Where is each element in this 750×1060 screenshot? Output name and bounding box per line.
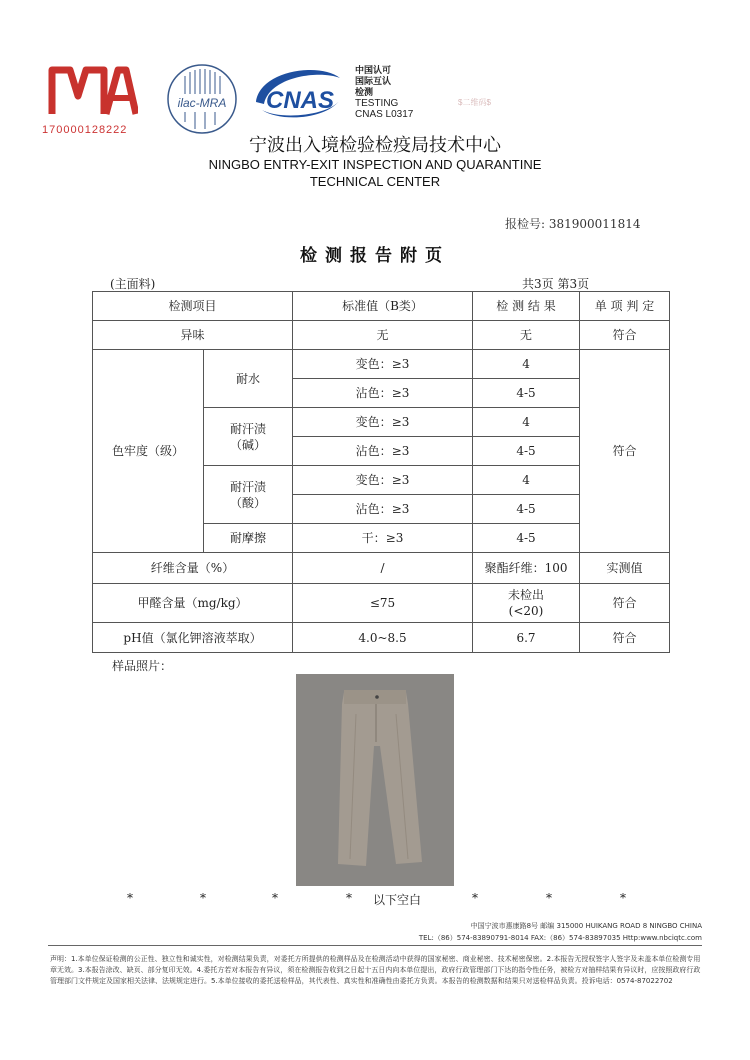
org-name-en-line2: TECHNICAL CENTER [309,174,441,189]
star-mark: * [200,891,206,905]
table-row [93,584,670,623]
cnas-logo [250,62,345,124]
footer-declaration: 声明：1.本单位保证检测的公正性、独立性和诚实性，对检测结果负责，对委托方所提供的检测样品及在检测活动中获得的国家秘密、商业秘密、技术秘密保密。2.本报告无授权签字人签字及未盖本单位检测专用章无效。3.本报告涂改、缺页、部分复印无效。4.委托方若对本报告有异议，须在检测报告收到之日起十五日内向本单位提出，政府行政管理部门下达的指令性任务，被检方对抽样结果有异议时，应按照政府行政管理部门文件规定及国家相关法律、法规规定进行。5.本单位接收的委托送检样品，其代表性、真实性和准确性由委托方负责。本报告的检测数据和结果只对送检样品负责。投诉电话：0574-87022702 [50,955,701,985]
footer-contact: TEL:（86）574-83890791-8014 FAX:（86）574-83897035 Http:www.nbciqtc.com [418,934,702,942]
header-item: 检测项目 [93,292,293,321]
result-line: (<20) [508,604,544,618]
table-header-row [93,292,670,321]
cell-item: 甲醛含量（mg/kg） [93,584,293,623]
subitem-line: （酸） [230,495,267,510]
svg-text:CNAS: CNAS [265,87,335,114]
cell-result: 6.7 [473,623,580,653]
cell-result [473,584,580,623]
footer-divider [48,945,702,946]
table-row [93,623,670,653]
cell-standard: 变色：≥3 [293,466,473,495]
cnas-line: 中国认可 [355,65,392,75]
org-name-en-line1: NINGBO ENTRY-EXIT INSPECTION AND QUARANTINE [208,157,542,172]
cell-standard: 沾色：≥3 [293,437,473,466]
end-marker-row [0,891,750,911]
cell-verdict: 符合 [580,623,670,653]
table-row [93,321,670,350]
page-count: 共3页 第3页 [522,277,590,291]
cell-subitem: 耐摩擦 [204,524,293,553]
cell-result: 无 [473,321,580,350]
material-label: (主面料) [110,277,156,291]
page-title: 检测报告附页 [300,246,450,266]
photo-label: 样品照片： [112,659,173,673]
cell-standard: 变色：≥3 [293,408,473,437]
subitem-line: 耐汗渍 [230,479,267,494]
cell-standard: 变色：≥3 [293,350,473,379]
table-row [93,553,670,584]
svg-text:ilac-MRA: ilac-MRA [177,96,227,110]
cell-verdict: 符合 [580,584,670,623]
cell-standard: / [293,553,473,584]
cell-item: 异味 [93,321,293,350]
star-mark: * [546,891,552,905]
cell-result: 4 [473,466,580,495]
blank-below-text: 以下空白 [373,893,422,907]
ilac-mra-logo [165,62,240,137]
cell-standard: 4.0~8.5 [293,623,473,653]
table-row [93,350,670,379]
cell-subitem: 耐水 [204,350,293,408]
cell-item: 纤维含量（%） [93,553,293,584]
star-mark: * [272,891,278,905]
cell-standard: 干：≥3 [293,524,473,553]
org-name-cn: 宁波出入境检验检疫局技术中心 [249,135,501,156]
cell-result: 4-5 [473,379,580,408]
cell-standard: 无 [293,321,473,350]
cell-subitem [204,408,293,466]
cell-result: 聚酯纤维：100 [473,553,580,584]
cell-result: 4-5 [473,437,580,466]
cell-verdict: 符合 [580,350,670,553]
cell-result: 4-5 [473,524,580,553]
cell-subitem [204,466,293,524]
sample-photo [296,674,454,886]
org-name-en [0,156,750,190]
subitem-line: 耐汗渍 [230,421,267,436]
results-table [92,291,670,653]
cnas-line: 检测 [355,87,374,97]
cnas-line: TESTING [355,98,399,109]
cell-result: 4 [473,408,580,437]
cell-result: 4 [473,350,580,379]
cnas-accreditation-text [355,65,413,120]
cell-verdict: 实测值 [580,553,670,584]
cell-result: 4-5 [473,495,580,524]
subitem-line: （碱） [230,437,267,452]
cell-standard: 沾色：≥3 [293,379,473,408]
header-result: 检 测 结 果 [473,292,580,321]
header-verdict: 单 项 判 定 [580,292,670,321]
star-mark: * [472,891,478,905]
cnas-line: CNAS L0317 [355,109,414,120]
cell-standard: 沾色：≥3 [293,495,473,524]
cell-standard: ≤75 [293,584,473,623]
qr-placeholder-text: $二维码$ [458,98,491,107]
star-mark: * [620,891,626,905]
cma-logo [48,62,138,122]
result-line: 未检出 [508,588,545,602]
header-standard: 标准值（B类） [293,292,473,321]
cell-item: 色牢度（级） [93,350,204,553]
cell-verdict: 符合 [580,321,670,350]
footer-address: 中国宁波市惠康路8号 邮编 315000 HUIKANG ROAD 8 NINGBO CHINA [470,922,702,930]
star-mark: * [346,891,352,905]
cnas-line: 国际互认 [355,76,392,86]
star-mark: * [127,891,133,905]
report-number: 报检号: 381900011814 [505,217,641,231]
cma-number: 170000128222 [42,124,128,136]
cell-item: pH值（氯化钾溶液萃取） [93,623,293,653]
